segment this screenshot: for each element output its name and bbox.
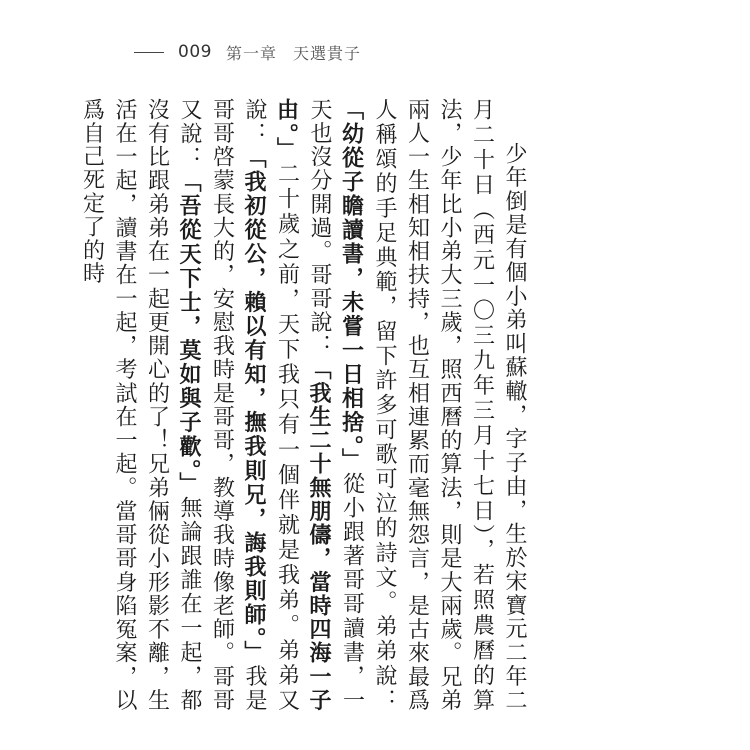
emphasized-quote: 「幼從子瞻讀書，未嘗一日相捨。」 — [338, 98, 365, 473]
text-segment: 二十歲之前，天下我只有一個伴就是我弟。弟弟又說： — [242, 98, 300, 712]
emphasized-quote: 「我初從公，賴以有知，撫我則兄，誨我則師。」 — [241, 146, 267, 665]
running-header — [134, 40, 361, 64]
text-segment: 無論跟誰在一起，都沒有比跟弟弟在一起更開心的了！兄弟倆從小形影不離，生活在一起，讀書在一起，考試在一起。當哥哥身陷冤案，以爲自己死定了的時 — [79, 98, 202, 712]
body-text — [79, 98, 530, 713]
chapter-label: 第一章 — [225, 43, 277, 63]
emphasized-quote: 「吾從天下士，莫如與子歡。」 — [176, 170, 202, 497]
text-segment: 從小跟著哥哥讀書，一天也沒分開過。哥哥說： — [307, 98, 365, 713]
chapter-title: 天選貴子 — [292, 43, 361, 63]
page-number: 009 — [178, 42, 212, 62]
body-paragraph — [75, 98, 530, 712]
emphasized-quote: 「我生二十無朋儔，當時四海一子由。」 — [273, 98, 332, 713]
header-rule — [134, 52, 164, 53]
text-segment: 我是哥哥啓蒙長大的，安慰我時是哥哥，教導我時像老師。哥哥又說： — [177, 98, 267, 712]
text-segment: 少年倒是有個小弟叫蘇轍，字子由，生於宋寶元二年二月二十日（西元一〇三九年三月十七日），若照農曆的算法，少年比小弟大三歲，照西曆的算法，則是大兩歲。兄弟兩人一生相知相扶持，也互相連累而毫無怨言，是古來最爲人稱頌的手足典範，留下許多可歌可泣的詩文。弟弟說： — [372, 98, 527, 712]
